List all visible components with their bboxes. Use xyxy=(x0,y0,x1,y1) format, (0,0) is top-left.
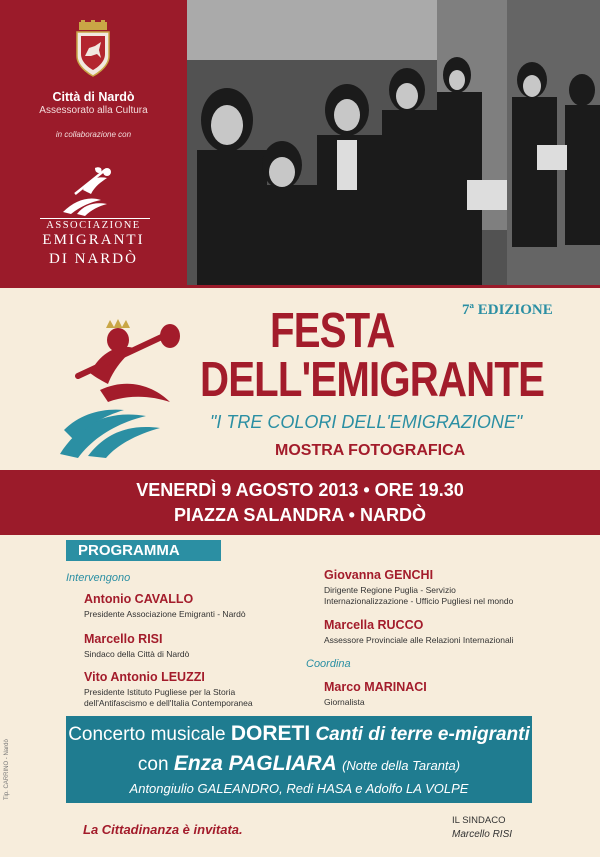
programme-label: PROGRAMMA xyxy=(66,540,221,561)
concert-guest-note: (Notte della Taranta) xyxy=(342,758,461,773)
speaker-name: Antonio CAVALLO xyxy=(84,592,194,606)
speaker-name: Marcello RISI xyxy=(84,632,163,646)
concert-with: con xyxy=(137,754,169,775)
concert-band-name: DORETI xyxy=(230,722,311,745)
printer-credit: Tip. CARRINO - Nardò xyxy=(4,739,10,800)
title-line2: DELL'EMIGRANTE xyxy=(200,353,545,407)
signature-name: Marcello RISI xyxy=(452,829,513,840)
moderator-name: Marco MARINACI xyxy=(324,680,427,694)
city-name: Città di Nardò xyxy=(52,90,135,104)
association-name-line2: EMIGRANTI xyxy=(42,232,145,248)
concert-guest: Enza PAGLIARA xyxy=(173,752,337,775)
association-logo-icon xyxy=(55,164,135,216)
speaker-name: Giovanna GENCHI xyxy=(324,568,434,582)
city-crest-icon xyxy=(71,20,115,78)
concert-musicians: Antongiulio GALEANDRO, Redi HASA e Adolfo LA VOLPE xyxy=(129,781,469,796)
invitation-text: La Cittadinanza è invitata. xyxy=(83,822,243,837)
city-department: Assessorato alla Cultura xyxy=(39,105,148,116)
collaboration-note: in collaborazione con xyxy=(55,130,132,139)
association-name-line1: ASSOCIAZIONE xyxy=(46,220,141,231)
association-name-line3: DI NARDÒ xyxy=(49,251,138,267)
speaker-role: Presidente Associazione Emigranti - Nardò xyxy=(84,609,246,619)
speaker-name: Marcella RUCCO xyxy=(324,618,424,632)
emigrants-crowd-photo xyxy=(187,0,600,287)
title-line1: FESTA xyxy=(270,304,395,358)
speaker-role: Sindaco della Città di Nardò xyxy=(84,649,190,659)
historical-photo xyxy=(187,0,600,287)
concert-show: Canti di terre e-migranti xyxy=(315,724,530,745)
event-date-time: VENERDÌ 9 AGOSTO 2013 • ORE 19.30 xyxy=(136,480,464,500)
speaker-role: Dirigente Regione Puglia - Servizio Internazionalizzazione - Ufficio Pugliesi nel mondo xyxy=(324,585,514,606)
speaker-name: Vito Antonio LEUZZI xyxy=(84,670,205,684)
edition-label: 7ª EDIZIONE xyxy=(462,302,553,318)
moderator-label: Coordina xyxy=(306,658,351,670)
speakers-label: Intervengono xyxy=(66,572,131,584)
concert-line2 xyxy=(66,752,532,776)
event-place: PIAZZA SALANDRA • NARDÒ xyxy=(174,505,426,525)
speaker-role: Presidente Istituto Pugliese per la Storia dell'Antifascismo e dell'Italia Contemporanea xyxy=(84,687,253,708)
moderator-role: Giornalista xyxy=(324,697,365,707)
association-rule-top xyxy=(40,218,150,219)
signature-title: IL SINDACO xyxy=(452,815,506,826)
exhibit-label: MOSTRA FOTOGRAFICA xyxy=(275,442,466,459)
concert-prefix: Concerto musicale xyxy=(68,724,226,745)
concert-line1 xyxy=(66,722,532,746)
subtitle: "I TRE COLORI DELL'EMIGRAZIONE" xyxy=(210,412,523,432)
header-divider xyxy=(0,285,600,288)
speaker-role: Assessore Provinciale alle Relazioni Internazionali xyxy=(324,635,514,645)
